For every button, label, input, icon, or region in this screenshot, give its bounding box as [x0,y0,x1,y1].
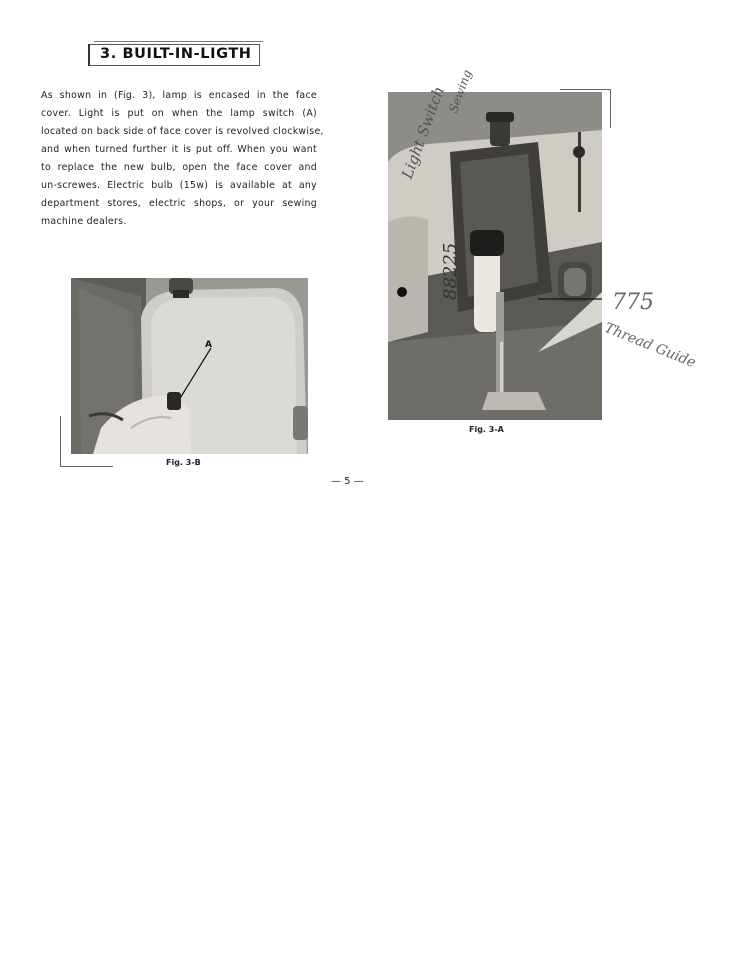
body-line: cover. Light is put on when the lamp switch (A) [41,108,317,119]
section-heading-box [88,44,260,66]
handwritten-note-775: 775 [612,290,654,315]
face-cover-illustration [71,278,308,454]
figure-3b-photo [71,278,308,454]
body-line: to replace the new bulb, open the face cover and [41,162,317,173]
handwritten-note-light-switch: Light Switch [398,84,449,182]
handwritten-note-number: 88225 [440,242,461,300]
heading-top-rule [94,41,263,42]
body-line: un-screwes. Electric bulb (15w) is available at any [41,180,317,191]
body-line: and when turned further it is put off. When you want [41,144,317,155]
figure-3b-caption: Fig. 3-B [166,458,201,467]
handwritten-note-thread-guide: Thread Guide [602,320,698,372]
handwritten-note-sewing: Sewing [446,67,475,115]
page-number: — 5 — [331,476,364,487]
switch-callout-label: A [205,340,212,350]
body-line: machine dealers. [41,216,127,227]
body-line: located on back side of face cover is revolved clockwise, [41,126,324,137]
body-paragraph [41,87,324,231]
body-line: As shown in (Fig. 3), lamp is encased in the face [41,90,317,101]
section-heading: 3. BUILT-IN-LIGTH [100,46,252,62]
body-line: department stores, electric shops, or your sewing [41,198,317,209]
figure-3a-caption: Fig. 3-A [469,425,504,434]
